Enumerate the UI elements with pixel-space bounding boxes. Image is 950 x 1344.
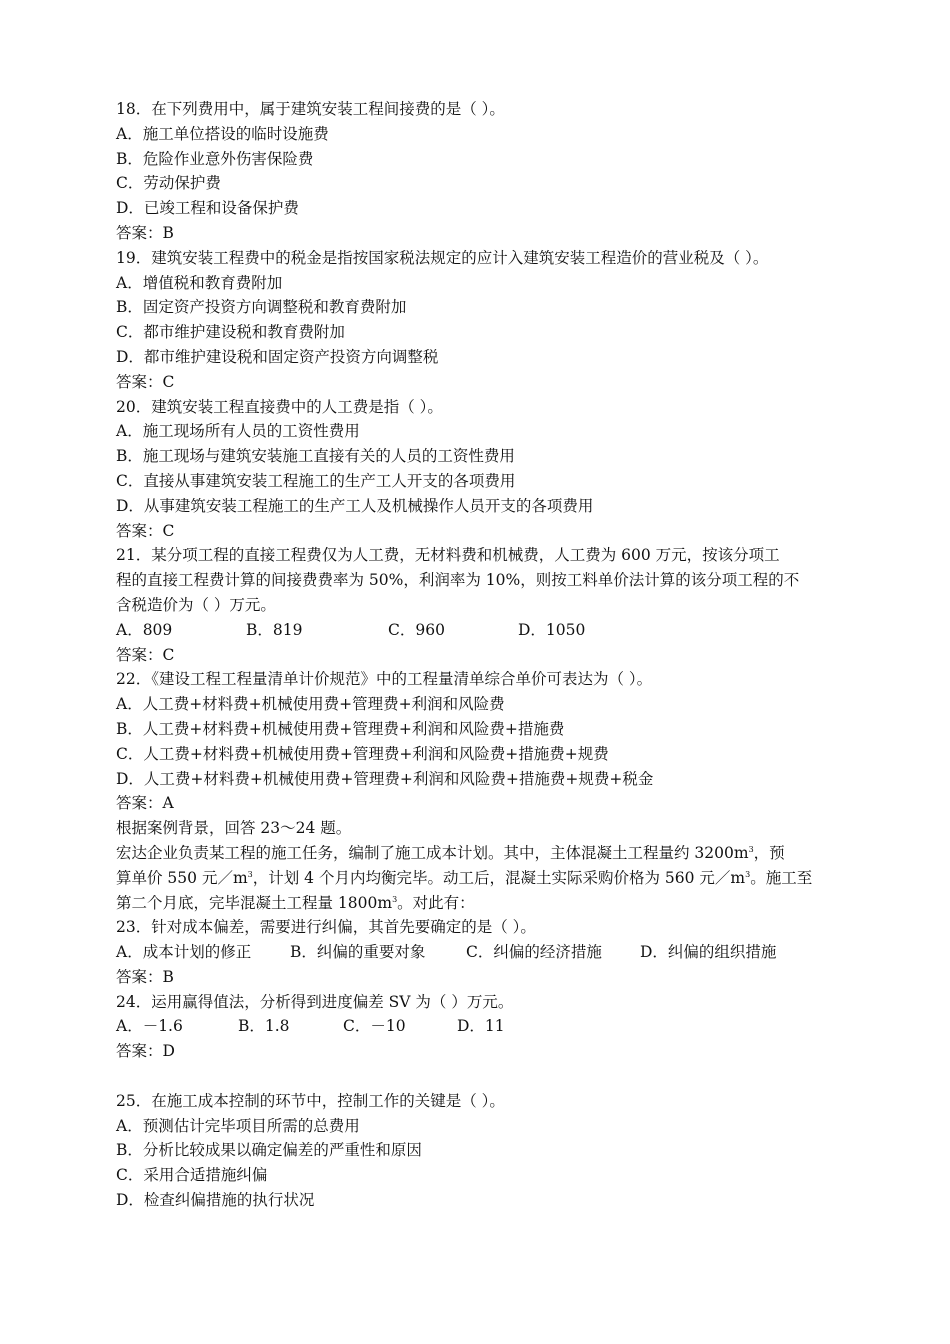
question-22-answer: 答案：A: [116, 794, 174, 813]
question-24-option-d: D．11: [457, 1017, 505, 1036]
question-21-stem-line-1: 21．某分项工程的直接工程费仅为人工费，无材料费和机械费，人工费为 600 万元，按该分项工: [116, 546, 780, 565]
question-23-stem: 23．针对成本偏差，需要进行纠偏，其首先要确定的是（ ）。: [116, 918, 536, 937]
question-25-option-c: C．采用合适措施纠偏: [116, 1166, 268, 1185]
question-18-answer: 答案：B: [116, 223, 174, 242]
question-20-option-a: A．施工现场所有人员的工资性费用: [116, 422, 360, 441]
question-25-option-a: A．预测估计完毕项目所需的总费用: [116, 1116, 360, 1135]
case-text-1a: 宏达企业负责某工程的施工任务，编制了施工成本计划。其中，主体混凝土工程量约 3200m: [116, 843, 749, 862]
case-text-2c: 。施工至: [750, 868, 813, 887]
question-20-answer: 答案：C: [116, 521, 175, 540]
case-intro: 根据案例背景，回答 23～24 题。: [116, 819, 352, 838]
question-19-option-c: C．都市维护建设税和教育费附加: [116, 323, 345, 342]
superscript-3: 3: [745, 869, 751, 879]
question-23-options: [116, 940, 876, 965]
question-22-option-c: C．人工费+材料费+机械使用费+管理费+利润和风险费+措施费+规费: [116, 744, 609, 763]
case-text-line-3: [116, 891, 876, 916]
case-text-3a: 第二个月底，完毕混凝土工程量 1800m: [116, 893, 393, 912]
question-18-stem: 18．在下列费用中，属于建筑安装工程间接费的是（ ）。: [116, 100, 505, 118]
question-21-option-b: B．819: [246, 620, 303, 639]
question-20-stem: 20．建筑安装工程直接费中的人工费是指（ ）。: [116, 397, 443, 416]
question-23-option-d: D．纠偏的组织措施: [640, 943, 777, 962]
question-21-option-a: A．809: [116, 620, 173, 639]
question-23-answer: 答案：B: [116, 967, 174, 986]
question-23-option-a: A．成本计划的修正: [116, 943, 252, 962]
superscript-3: 3: [392, 894, 398, 904]
case-text-line-2: [116, 866, 876, 891]
case-text-1b: ，预: [753, 843, 785, 862]
case-text-2a: 算单价 550 元／m: [116, 868, 248, 887]
question-24-option-a: A．－1.6: [116, 1017, 183, 1036]
superscript-3: 3: [247, 869, 253, 879]
question-20-option-d: D．从事建筑安装工程施工的生产工人及机械操作人员开支的各项费用: [116, 496, 594, 515]
question-24-option-b: B．1.8: [238, 1017, 290, 1036]
question-24-option-c: C．－10: [343, 1017, 406, 1036]
question-18-option-c: C．劳动保护费: [116, 174, 221, 193]
question-23-option-c: C．纠偏的经济措施: [466, 943, 602, 962]
question-22-option-d: D．人工费+材料费+机械使用费+管理费+利润和风险费+措施费+规费+税金: [116, 769, 654, 788]
question-23-option-b: B．纠偏的重要对象: [290, 943, 426, 962]
question-21-option-c: C．960: [388, 620, 445, 639]
question-19-stem: 19．建筑安装工程费中的税金是指按国家税法规定的应计入建筑安装工程造价的营业税及（ ）。: [116, 248, 769, 267]
question-21-stem-line-2: 程的直接工程费计算的间接费费率为 50%，利润率为 10%，则按工料单价法计算的该分项工程的不: [116, 571, 800, 590]
exam-document: [116, 97, 876, 1213]
question-24-stem: 24．运用赢得值法，分析得到进度偏差 SV 为（ ）万元。: [116, 992, 514, 1011]
question-18-option-d: D．已竣工程和设备保护费: [116, 199, 299, 218]
case-text-line-1: [116, 841, 876, 866]
question-19-option-a: A．增值税和教育费附加: [116, 273, 283, 292]
question-22-option-b: B．人工费+材料费+机械使用费+管理费+利润和风险费+措施费: [116, 719, 565, 738]
question-21-option-d: D．1050: [518, 620, 586, 639]
question-19-option-d: D．都市维护建设税和固定资产投资方向调整税: [116, 347, 439, 366]
question-25-option-d: D．检查纠偏措施的执行状况: [116, 1191, 315, 1210]
question-21-options: [116, 618, 876, 643]
blank-line: [116, 1064, 876, 1089]
question-19-option-b: B．固定资产投资方向调整税和教育费附加: [116, 298, 407, 317]
question-20-option-c: C．直接从事建筑安装工程施工的生产工人开支的各项费用: [116, 471, 516, 490]
question-19-answer: 答案：C: [116, 372, 175, 391]
question-18-option-b: B．危险作业意外伤害保险费: [116, 149, 314, 168]
superscript-3: 3: [748, 844, 754, 854]
question-22-option-a: A．人工费+材料费+机械使用费+管理费+利润和风险费: [116, 695, 505, 714]
question-25-stem: 25．在施工成本控制的环节中，控制工作的关键是（ ）。: [116, 1091, 505, 1110]
question-18-option-a: A．施工单位搭设的临时设施费: [116, 124, 329, 143]
question-24-options: [116, 1014, 876, 1039]
case-text-2b: ，计划 4 个月内均衡完毕。动工后，混凝土实际采购价格为 560 元／m: [252, 868, 746, 887]
question-21-stem-line-3: 含税造价为（ ）万元。: [116, 595, 276, 614]
case-text-3b: 。对此有：: [397, 893, 475, 912]
question-21-answer: 答案：C: [116, 645, 175, 664]
question-25-option-b: B．分析比较成果以确定偏差的严重性和原因: [116, 1141, 422, 1160]
question-22-stem: 22．《建设工程工程量清单计价规范》中的工程量清单综合单价可表达为（ ）。: [116, 670, 653, 689]
question-20-option-b: B．施工现场与建筑安装施工直接有关的人员的工资性费用: [116, 447, 515, 466]
question-24-answer: 答案：D: [116, 1042, 175, 1061]
